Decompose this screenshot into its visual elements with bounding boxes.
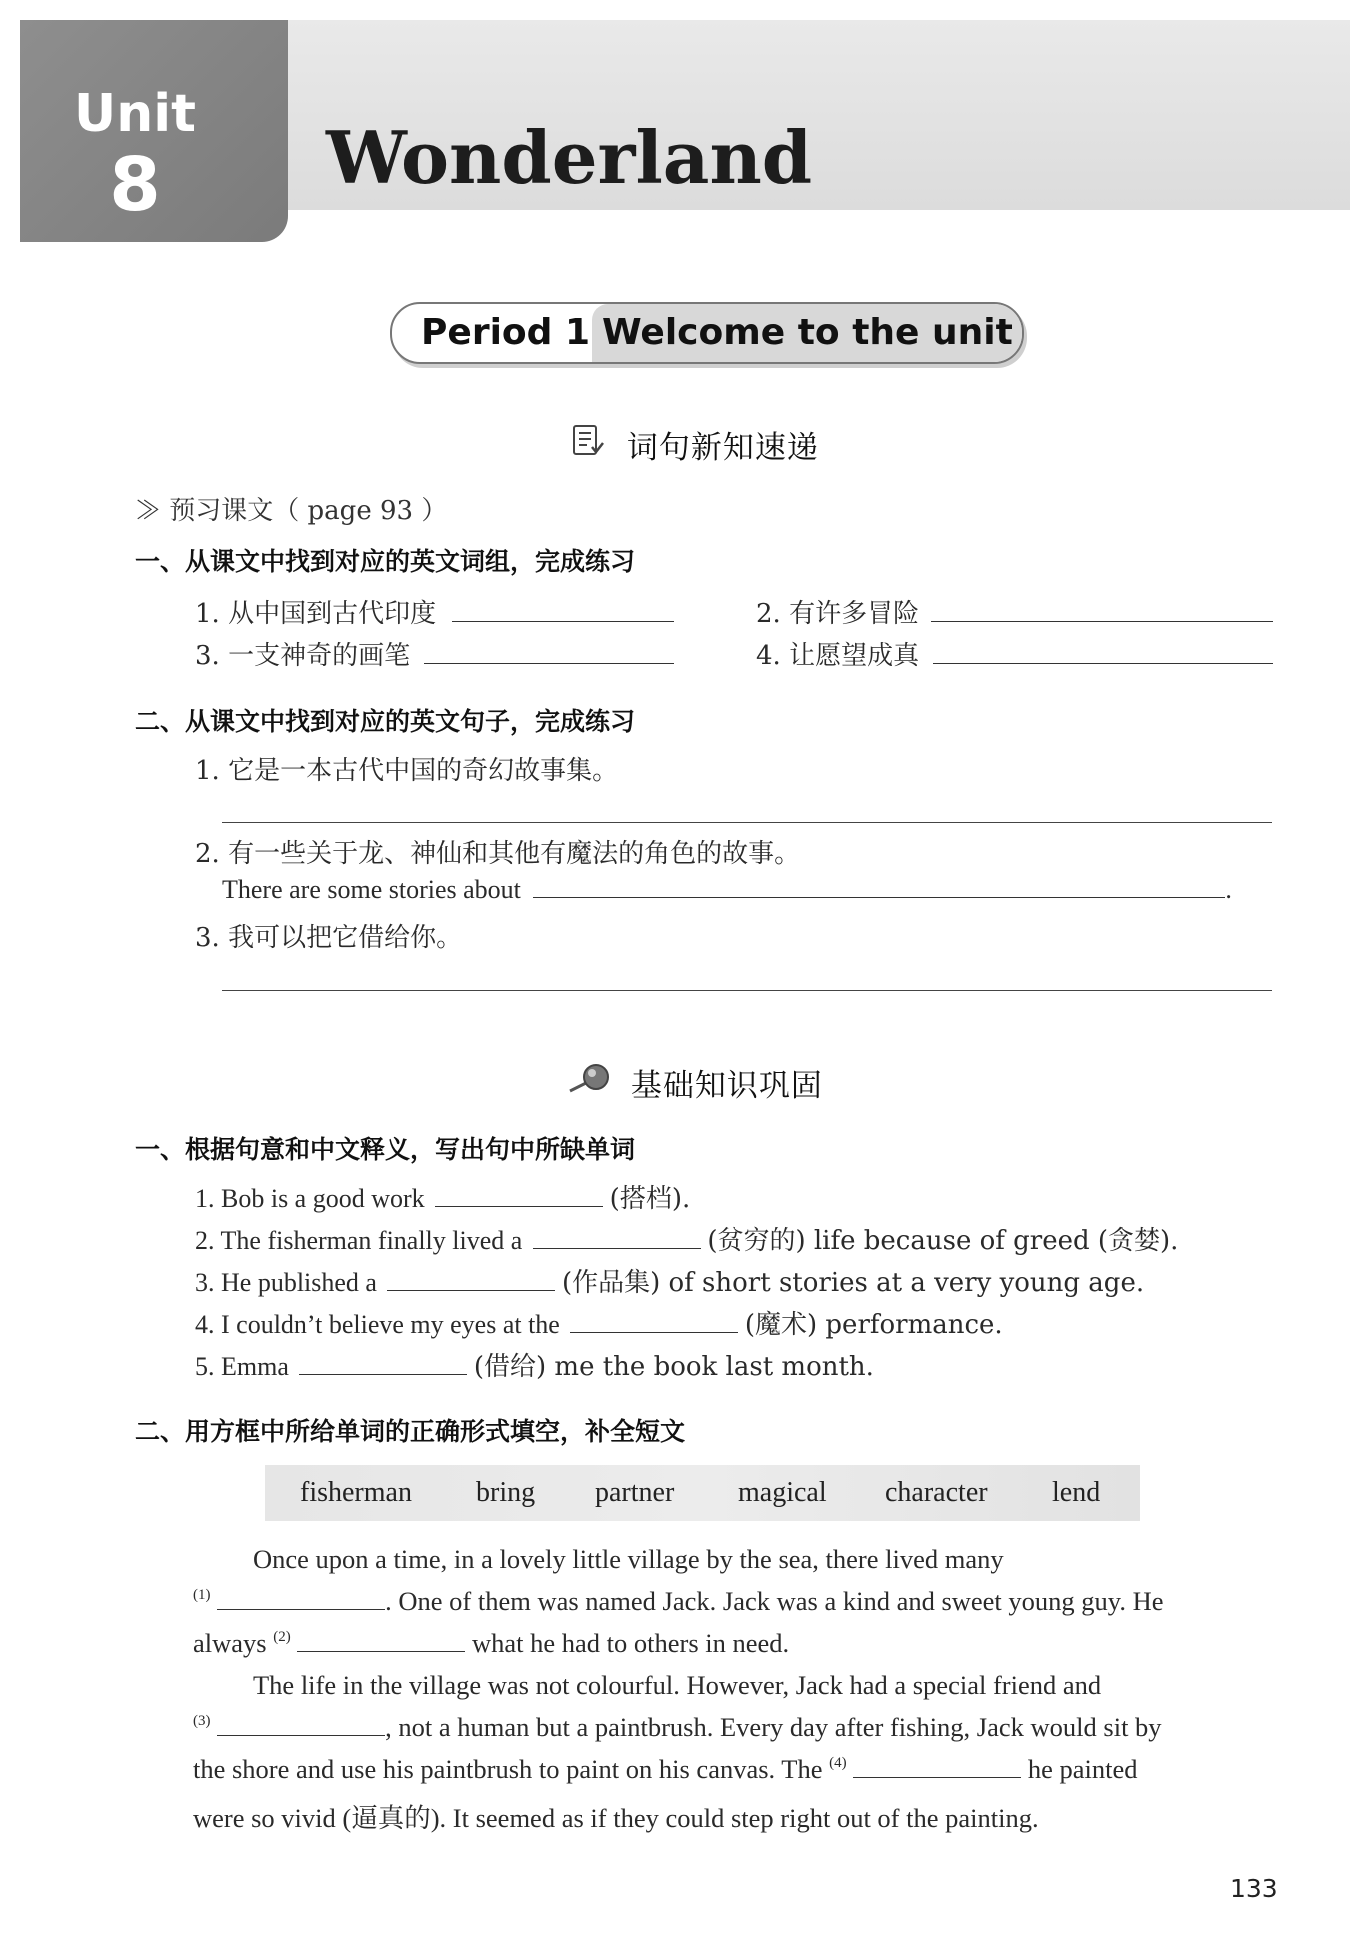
blank-marker: (4) [829, 1755, 847, 1771]
vocab-item-4 [756, 635, 1273, 672]
passage-text: , not a human but a paintbrush. Every day after fishing, Jack would sit by [385, 1712, 1162, 1742]
passage-text: always [193, 1628, 267, 1658]
passage-text: what he had to others in need. [471, 1628, 790, 1658]
fill-item-hint: (搭档). [609, 1184, 691, 1214]
passage-line: The life in the village was not colourful. However, Jack had a special friend and [253, 1670, 1102, 1700]
answer-blank[interactable] [452, 620, 674, 622]
passage-text: he painted [1027, 1754, 1138, 1784]
passage-text: the shore and use his paintbrush to paint on his canvas. The [193, 1754, 823, 1784]
passage-line [193, 1754, 1138, 1785]
sentence-q3: 3. 我可以把它借给你。 [195, 923, 463, 953]
unit-badge [20, 20, 288, 242]
fill-item-hint: (魔术) performance. [744, 1310, 1003, 1340]
passage-line [193, 1586, 1163, 1617]
section-vocab-heading [570, 422, 819, 467]
passage-line [193, 1712, 1162, 1743]
sentence-q1: 1. 它是一本古代中国的奇幻故事集。 [195, 756, 619, 786]
blank-marker: (3) [193, 1713, 211, 1729]
word-bank-item: partner [595, 1477, 675, 1508]
fill-item-text: 5. Emma [195, 1352, 289, 1381]
vocab-item-1 [195, 593, 674, 630]
section-basics-title: 基础知识巩固 [630, 1068, 823, 1104]
fill-item-hint: (贫穷的) life because of greed (贪婪). [707, 1226, 1179, 1256]
section-basics-heading [566, 1060, 823, 1105]
vocab-item-2 [756, 593, 1273, 630]
page-number: 133 [1230, 1874, 1278, 1903]
answer-blank[interactable] [435, 1205, 603, 1207]
fill-item-text: 2. The fisherman finally lived a [195, 1226, 523, 1255]
passage-line [193, 1628, 789, 1659]
vocab-item-label: 2. 有许多冒险 [756, 599, 920, 629]
word-bank-item: bring [476, 1477, 536, 1508]
passage-line: were so vivid (逼真的). It seemed as if they could step right out of the painting. [193, 1803, 1039, 1833]
sentence-q2: 2. 有一些关于龙、神仙和其他有魔法的角色的故事。 [195, 839, 801, 869]
magnifier-icon [566, 1061, 614, 1105]
answer-blank[interactable] [217, 1734, 385, 1736]
answer-blank[interactable] [533, 1247, 701, 1249]
fill-item-3 [195, 1262, 1144, 1299]
word-bank-box [265, 1465, 1140, 1521]
passage-line: Once upon a time, in a lovely little village by the sea, there lived many [253, 1544, 1004, 1574]
vocab-part1-heading: 一、从课文中找到对应的英文词组，完成练习 [135, 547, 636, 576]
word-bank-item: fisherman [300, 1477, 412, 1508]
vocab-item-label: 1. 从中国到古代印度 [195, 599, 437, 629]
sentence-q2-prompt [222, 875, 1232, 905]
answer-blank[interactable] [931, 620, 1273, 622]
preview-note: ≫ 预习课文（ page 93 ） [135, 496, 448, 526]
passage-text: . One of them was named Jack. Jack was a kind and sweet young guy. He [385, 1586, 1164, 1616]
basics-part1-heading: 一、根据句意和中文释义，写出句中所缺单词 [135, 1135, 636, 1164]
word-bank-item: magical [738, 1477, 827, 1508]
fill-item-1 [195, 1178, 690, 1215]
basics-part2-heading: 二、用方框中所给单词的正确形式填空，补全短文 [135, 1417, 686, 1446]
fill-item-5 [195, 1346, 874, 1383]
fill-item-text: 1. Bob is a good work [195, 1184, 425, 1213]
fill-item-4 [195, 1304, 1003, 1341]
vocab-part2-heading: 二、从课文中找到对应的英文句子，完成练习 [135, 707, 636, 736]
answer-line[interactable] [222, 822, 1272, 823]
answer-blank[interactable] [533, 896, 1225, 898]
blank-marker: (1) [193, 1587, 211, 1603]
unit-title: Wonderland [326, 115, 813, 200]
fill-item-text: 4. I couldn’t believe my eyes at the [195, 1310, 560, 1339]
word-bank-item: lend [1052, 1477, 1101, 1508]
answer-line[interactable] [222, 990, 1272, 991]
blank-marker: (2) [273, 1629, 291, 1645]
period-label: Period 1 [421, 312, 590, 353]
period-title: Welcome to the unit [592, 304, 1024, 362]
period-banner [390, 302, 1024, 364]
answer-blank[interactable] [424, 662, 674, 664]
word-bank-item: character [885, 1477, 988, 1508]
notebook-icon [570, 423, 606, 467]
vocab-item-label: 4. 让愿望成真 [756, 641, 920, 671]
answer-blank[interactable] [299, 1373, 467, 1375]
q2-prefix: There are some stories about [222, 875, 521, 904]
section-vocab-title: 词句新知速递 [626, 430, 819, 466]
answer-blank[interactable] [570, 1331, 738, 1333]
answer-blank[interactable] [217, 1608, 385, 1610]
fill-item-text: 3. He published a [195, 1268, 377, 1297]
answer-blank[interactable] [853, 1776, 1021, 1778]
vocab-item-3 [195, 635, 674, 672]
q2-period: . [1225, 875, 1232, 904]
vocab-item-label: 3. 一支神奇的画笔 [195, 641, 411, 671]
fill-item-hint: (作品集) of short stories at a very young age. [561, 1268, 1145, 1298]
answer-blank[interactable] [387, 1289, 555, 1291]
answer-blank[interactable] [933, 662, 1273, 664]
unit-word: Unit [74, 84, 196, 144]
answer-blank[interactable] [297, 1650, 465, 1652]
fill-item-2 [195, 1220, 1178, 1257]
fill-item-hint: (借给) me the book last month. [473, 1352, 874, 1382]
unit-number: 8 [109, 142, 161, 228]
